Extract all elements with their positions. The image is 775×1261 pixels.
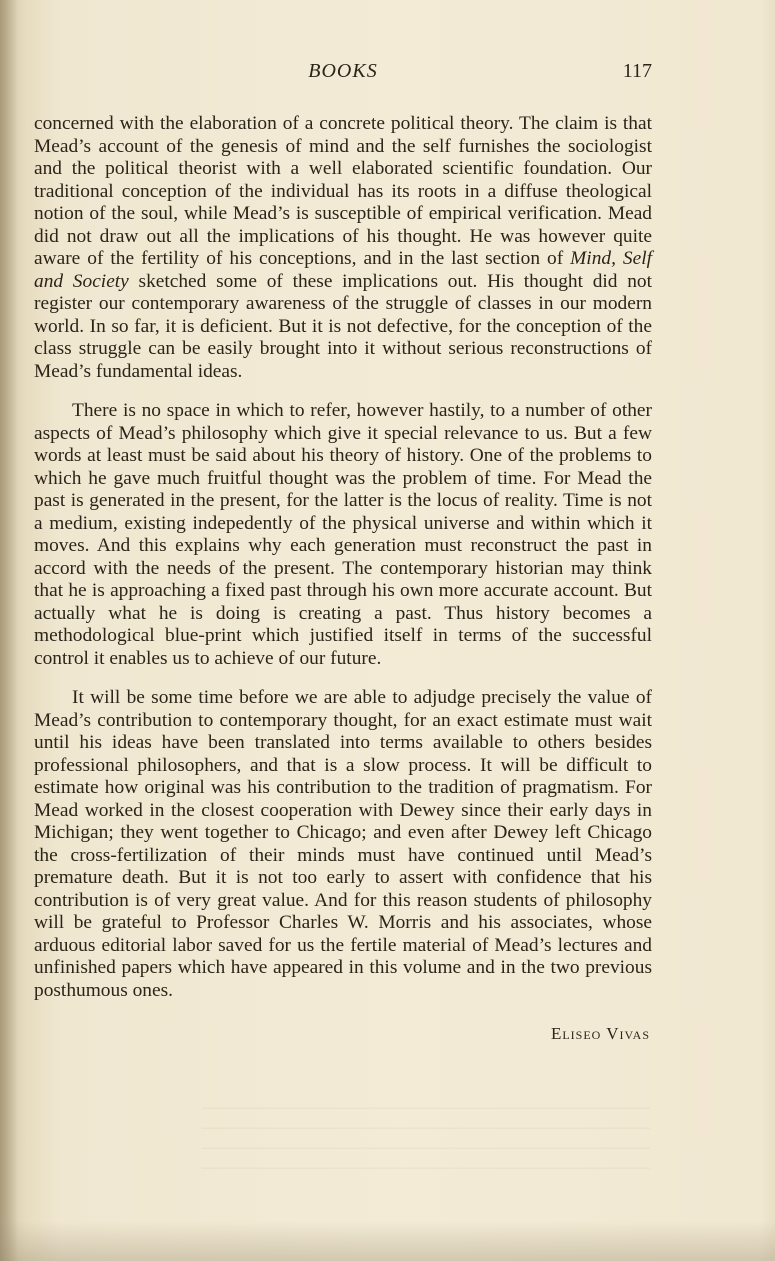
paragraph-2: There is no space in which to refer, however hastily, to a number of other aspects of Mead’s philosophy which give it special relevance to us. But a few words at least must be said about his theory of history. One of the problems to which he gave much fruitful thought was the problem of time. For Mead the past is generated in the present, for the latter is the locus of reality. Time is not a medium, existing indepedently of the physical universe and within which it moves. And this explains why each generation must reconstruct the past in accord with the needs of the present. The contemporary historian may think that he is approaching a fixed past through his own more accurate account. But actually what he is doing is creating a past. Thus history becomes a methodological blue-print which justified itself in terms of the successful control it enables us to achieve of our future. [34,400,652,669]
bleed-through-text: ———————————————————————————— ———————————————————————————— ———————————————————————————— ———————————————————————————— [202,1099,650,1176]
author-signature: Eliseo Vivas [550,1024,650,1043]
page-number: 117 [622,60,652,82]
page-header [34,60,652,90]
paragraph-1: concerned with the elaboration of a concrete political theory. The claim is that Mead’s account of the genesis of mind and the self furnishes the sociologist and the political theorist with a well elaborated scientific foundation. Our traditional conception of the individual has its roots in a diffuse theological notion of the soul, while Mead’s is susceptible of empirical verification. Mead did not draw out all the implications of his thought. He was however quite aware of the fertility of his conceptions, and in the last section of Mind, Self and Society sketched some of these implications out. His thought did not register our contemporary awareness of the struggle of classes in our modern world. In so far, it is deficient. But it is not defective, for the conception of the class struggle can be easily brought into it without serious reconstructions of Mead’s fundamental ideas. [34,113,652,382]
article-body [34,113,652,1044]
running-head: BOOKS [308,60,378,82]
book-title: Mind, Self and Society [34,248,652,292]
paragraph-3: It will be some time before we are able to adjudge precisely the value of Mead’s contribution to contemporary thought, for an exact estimate must wait until his ideas have been translated into terms available to others besides professional philosophers, and that is a slow process. It will be difficult to estimate how original was his contribution to the tradition of pragmatism. For Mead worked in the closest cooperation with Dewey since their early days in Michigan; they went together to Chicago; and even after Dewey left Chicago the cross-fertilization of their minds must have continued until Mead’s premature death. But it is not too early to assert with confidence that his contribution is of very great value. And for this reason students of philosophy will be grateful to Professor Charles W. Morris and his associates, whose arduous editorial labor saved for us the fertile material of Mead’s lectures and unfinished papers which have appeared in this volume and in the two previous posthumous ones. [34,687,652,1001]
